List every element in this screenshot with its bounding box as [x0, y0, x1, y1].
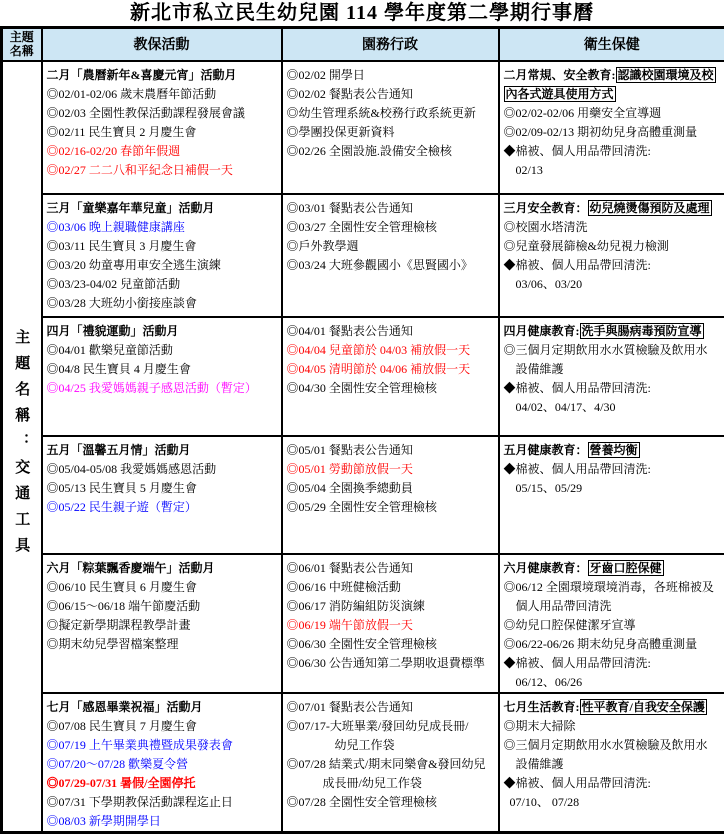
calendar-item: 03/06、03/20 [504, 275, 722, 294]
calendar-item: 設備維護 [504, 360, 722, 379]
activities-cell-jun [42, 554, 282, 693]
calendar-item: ◎三個月定期飲用水水質檢驗及飲用水 [504, 341, 722, 360]
activities-cell-jul [42, 693, 282, 833]
calendar-item: ◎07/20～07/28 歡樂夏令營 [47, 755, 278, 774]
health-topic-boxed: 認識校園環境及校內各式遊具使用方式 [504, 67, 716, 102]
page-title: 新北市私立民生幼兒園 114 學年度第二學期行事曆 [0, 0, 724, 26]
calendar-item: ◎06/19 端午節放假一天 [287, 616, 495, 635]
calendar-item: 二月「農曆新年&喜慶元宵」活動月 [47, 66, 278, 85]
calendar-item: ◎06/16 中班健檢活動 [287, 578, 495, 597]
calendar-item: ◎三個月定期飲用水水質檢驗及飲用水 [504, 736, 722, 755]
calendar-item: ◆棉被、個人用品帶回清洗: [504, 654, 722, 673]
calendar-item: ◎02/09-02/13 期初幼兒身高體重測量 [504, 123, 722, 142]
calendar-item: 五月「溫馨五月情」活動月 [47, 441, 278, 460]
health-topic-boxed: 幼兒燒燙傷預防及處理 [588, 200, 712, 216]
health-topic-boxed: 營養均衡 [588, 442, 640, 458]
calendar-item: 02/13 [504, 161, 722, 180]
calendar-item: ◎07/17-大班畢業/發回幼兒成長冊/ [287, 717, 495, 736]
calendar-item: ◎05/01 餐點表公告通知 [287, 441, 495, 460]
health-topic-title [504, 322, 722, 341]
calendar-item: ◆棉被、個人用品帶回清洗: [504, 256, 722, 275]
calendar-item: ◎02/02 餐點表公告通知 [287, 85, 495, 104]
calendar-item: ◎03/28 大班幼小銜接座談會 [47, 294, 278, 313]
header-theme-name: 主題名稱 [2, 28, 42, 61]
calendar-item: ◎06/30 公告通知第二學期收退費標準 [287, 654, 495, 673]
calendar-item: ◎07/01 餐點表公告通知 [287, 698, 495, 717]
header-health: 衛生保健 [499, 28, 724, 61]
month-row-feb [2, 61, 724, 194]
calendar-item: ◎02/03 全園性教保活動課程發展會議 [47, 104, 278, 123]
calendar-item: ◎04/01 餐點表公告通知 [287, 322, 495, 341]
calendar-item: ◎07/31 下學期教保活動課程迄止日 [47, 793, 278, 812]
health-topic-prefix: 四月健康教育: [504, 324, 580, 338]
calendar-item: 四月「禮貌運動」活動月 [47, 322, 278, 341]
theme-column-cell [2, 61, 42, 833]
calendar-table [0, 26, 724, 834]
calendar-item: ◎06/22-06/26 期末幼兒身高體重測量 [504, 635, 722, 654]
calendar-item: ◎04/30 全園性安全管理檢核 [287, 379, 495, 398]
calendar-item: ◎期末幼兒學習檔案整理 [47, 635, 278, 654]
calendar-item: ◎07/08 民生寶貝 7 月慶生會 [47, 717, 278, 736]
activities-cell-mar [42, 194, 282, 317]
health-topic-prefix: 五月健康教育： [504, 443, 588, 457]
calendar-item: ◎03/11 民生寶貝 3 月慶生會 [47, 237, 278, 256]
calendar-item: ◎校園水塔清洗 [504, 218, 722, 237]
calendar-item: ◎07/28 全園性安全管理檢核 [287, 793, 495, 812]
health-cell-jul [499, 693, 724, 833]
calendar-item: 三月「童樂嘉年華兒童」活動月 [47, 199, 278, 218]
health-cell-mar [499, 194, 724, 317]
calendar-item: ◎03/27 全園性安全管理檢核 [287, 218, 495, 237]
calendar-item: ◎06/15～06/18 端午節慶活動 [47, 597, 278, 616]
calendar-item: ◎03/06 晚上親職健康講座 [47, 218, 278, 237]
admin-cell-jul [282, 693, 499, 833]
calendar-item: ◎04/8 民生寶貝 4 月慶生會 [47, 360, 278, 379]
admin-cell-apr [282, 317, 499, 436]
health-topic-title [504, 698, 722, 717]
health-topic-boxed: 牙齒口腔保健 [588, 560, 664, 576]
calendar-item: 04/02、04/17、4/30 [504, 398, 722, 417]
calendar-item: ◎期末大掃除 [504, 717, 722, 736]
calendar-item: ◎05/04-05/08 我愛媽媽感恩活動 [47, 460, 278, 479]
health-topic-title [504, 199, 722, 218]
calendar-item: ◎幼兒口腔保健潔牙宣導 [504, 616, 722, 635]
calendar-item: 07/10、 07/28 [504, 793, 722, 812]
calendar-item: ◎04/01 歡樂兒童節活動 [47, 341, 278, 360]
calendar-item: ◎05/01 勞動節放假一天 [287, 460, 495, 479]
calendar-item: ◎02/02-02/06 用藥安全宣導週 [504, 104, 722, 123]
header-admin: 園務行政 [282, 28, 499, 61]
calendar-item: 成長冊/幼兒工作袋 [287, 774, 495, 793]
calendar-item: ◎03/01 餐點表公告通知 [287, 199, 495, 218]
calendar-item: ◎06/17 消防編組防災演練 [287, 597, 495, 616]
calendar-item: 06/12、06/26 [504, 673, 722, 692]
calendar-item: ◎兒童發展篩檢&幼兒視力檢測 [504, 237, 722, 256]
calendar-item: ◎05/29 全園性安全管理檢核 [287, 498, 495, 517]
calendar-item: ◎06/10 民生寶貝 6 月慶生會 [47, 578, 278, 597]
health-topic-boxed: 洗手與腸病毒預防宣導 [580, 323, 704, 339]
calendar-item: ◎03/23-04/02 兒童節活動 [47, 275, 278, 294]
header-activities: 教保活動 [42, 28, 282, 61]
calendar-item: ◎04/04 兒童節於 04/03 補放假一天 [287, 341, 495, 360]
calendar-item: ◎06/12 全園環境環境消毒，各班棉被及 [504, 578, 722, 597]
calendar-item: 七月「感恩畢業祝福」活動月 [47, 698, 278, 717]
calendar-item: ◎02/01-02/06 歲末農曆年節活動 [47, 85, 278, 104]
calendar-item: ◎08/03 新學期開學日 [47, 812, 278, 831]
health-topic-title [504, 441, 722, 460]
calendar-item: ◎幼生管理系統&校務行政系統更新 [287, 104, 495, 123]
health-cell-apr [499, 317, 724, 436]
calendar-item: ◎05/04 全園換季總動員 [287, 479, 495, 498]
admin-cell-feb [282, 61, 499, 194]
health-cell-feb [499, 61, 724, 194]
calendar-item: ◎02/11 民生寶貝 2 月慶生會 [47, 123, 278, 142]
calendar-item: 幼兒工作袋 [287, 736, 495, 755]
health-topic-title [504, 559, 722, 578]
health-topic-prefix: 七月生活教育: [504, 700, 580, 714]
calendar-item: ◎05/13 民生寶貝 5 月慶生會 [47, 479, 278, 498]
health-topic-prefix: 六月健康教育： [504, 561, 588, 575]
health-topic-title [504, 66, 722, 104]
calendar-item: ◎擬定新學期課程教學計畫 [47, 616, 278, 635]
calendar-item: ◎07/19 上午畢業典禮暨成果發表會 [47, 736, 278, 755]
health-topic-prefix: 二月常規、安全教育: [504, 68, 616, 82]
calendar-item: ◆棉被、個人用品帶回清洗: [504, 460, 722, 479]
health-topic-boxed: 性平教育/自我安全保護 [580, 699, 707, 715]
calendar-body [2, 61, 724, 833]
header-row [2, 28, 724, 61]
activities-cell-may [42, 436, 282, 554]
month-row-jul [2, 693, 724, 833]
activities-cell-feb [42, 61, 282, 194]
health-cell-may [499, 436, 724, 554]
calendar-item: ◎03/20 幼童專用車安全逃生演練 [47, 256, 278, 275]
calendar-item: ◎學團投保更新資料 [287, 123, 495, 142]
month-row-apr [2, 317, 724, 436]
calendar-item: 05/15、05/29 [504, 479, 722, 498]
calendar-item: ◆棉被、個人用品帶回清洗: [504, 142, 722, 161]
month-row-jun [2, 554, 724, 693]
calendar-item: ◎06/30 全園性安全管理檢核 [287, 635, 495, 654]
admin-cell-jun [282, 554, 499, 693]
calendar-item: ◆棉被、個人用品帶回清洗: [504, 379, 722, 398]
calendar-item: ◎02/02 開學日 [287, 66, 495, 85]
calendar-item: ◎02/16-02/20 春節年假週 [47, 142, 278, 161]
calendar-item: ◎04/05 清明節於 04/06 補放假一天 [287, 360, 495, 379]
calendar-item: ◎02/27 二二八和平紀念日補假一天 [47, 161, 278, 180]
month-row-mar [2, 194, 724, 317]
calendar-item: 六月「粽葉飄香慶端午」活動月 [47, 559, 278, 578]
calendar-item: ◎02/26 全園設施.設備安全檢核 [287, 142, 495, 161]
calendar-item: ◎07/28 結業式/期末同樂會&發回幼兒 [287, 755, 495, 774]
calendar-item: ◎05/22 民生親子遊（暫定） [47, 498, 278, 517]
calendar-item: ◆棉被、個人用品帶回清洗: [504, 774, 722, 793]
health-topic-prefix: 三月安全教育： [504, 201, 588, 215]
admin-cell-may [282, 436, 499, 554]
health-cell-jun [499, 554, 724, 693]
month-row-may [2, 436, 724, 554]
activities-cell-apr [42, 317, 282, 436]
calendar-item: ◎戶外教學週 [287, 237, 495, 256]
theme-vertical-label: 主題名稱：交通工具 [11, 329, 32, 563]
calendar-item: ◎04/25 我愛媽媽親子感恩活動（暫定） [47, 379, 278, 398]
calendar-item: 個人用品帶回清洗 [504, 597, 722, 616]
calendar-item: ◎03/24 大班參觀國小《思賢國小》 [287, 256, 495, 275]
admin-cell-mar [282, 194, 499, 317]
calendar-item: ◎07/29-07/31 暑假/全園停托 [47, 774, 278, 793]
calendar-item: 設備維護 [504, 755, 722, 774]
calendar-item: ◎06/01 餐點表公告通知 [287, 559, 495, 578]
